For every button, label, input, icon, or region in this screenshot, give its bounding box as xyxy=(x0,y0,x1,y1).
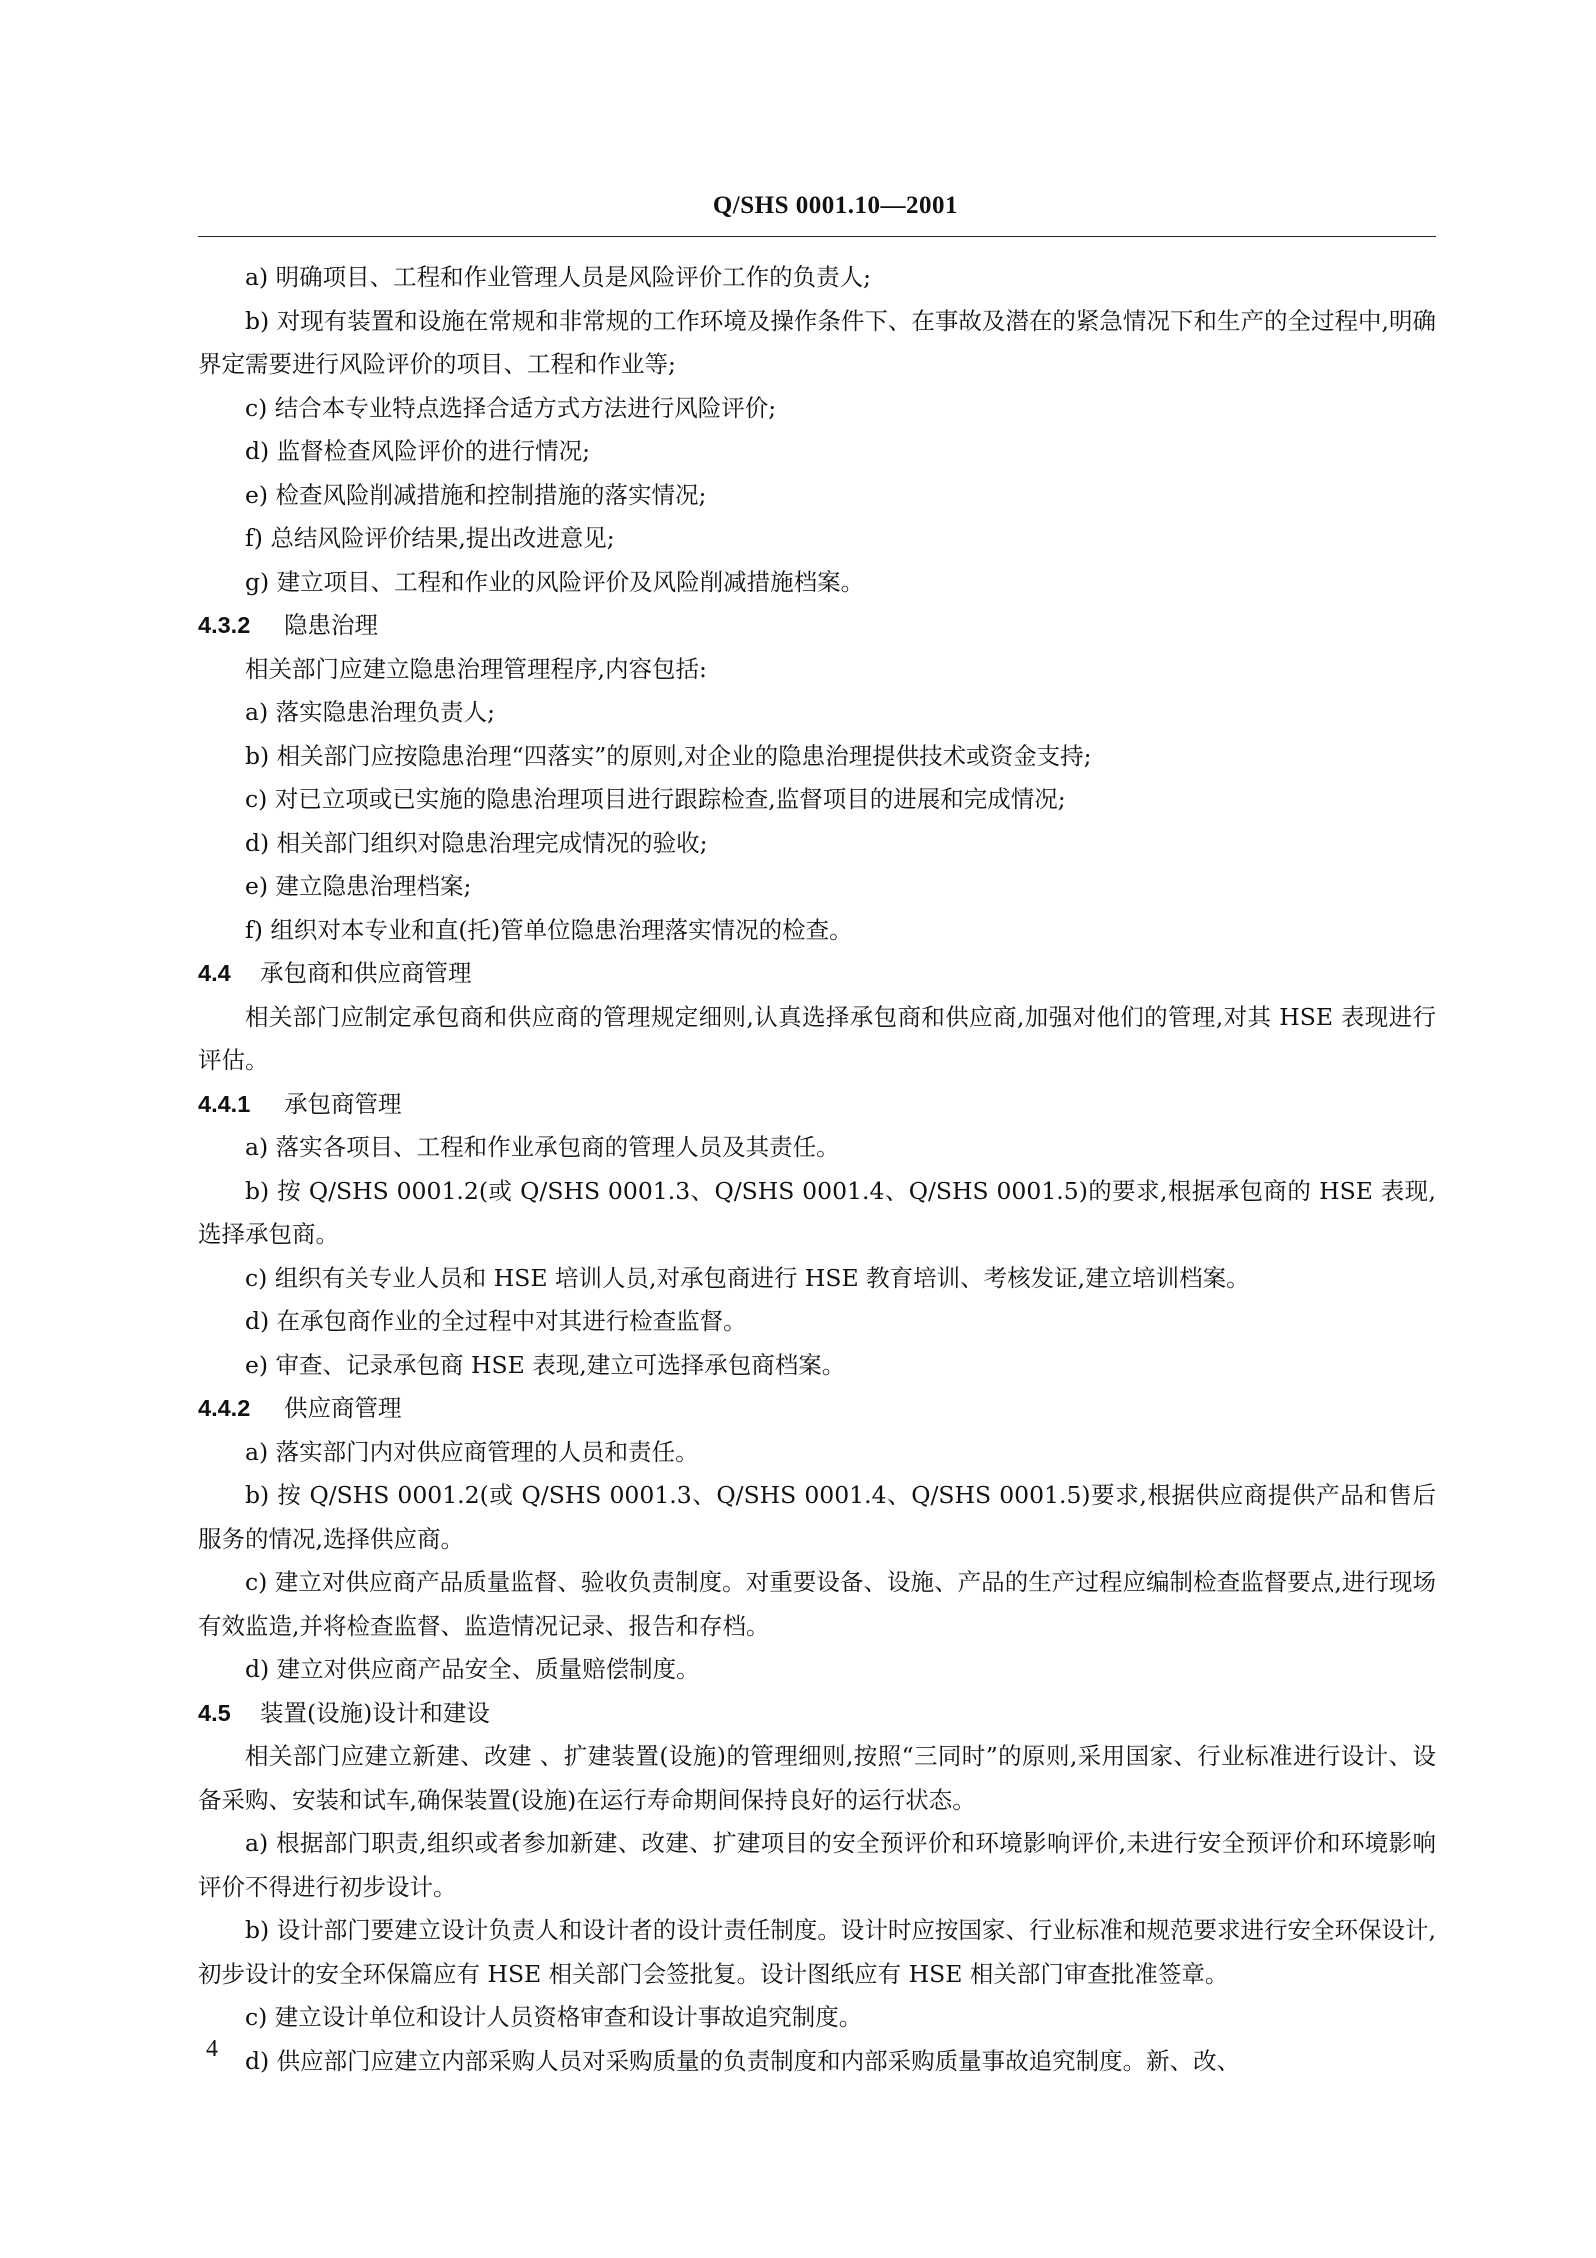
section-heading xyxy=(198,1692,1436,1736)
paragraph: 相关部门应建立新建、改建 、扩建装置(设施)的管理细则,按照“三同时”的原则,采用国家、行业标准进行设计、设备采购、安装和试车,确保装置(设施)在运行寿命期间保持良好的运行状态。 xyxy=(198,1742,1436,1814)
paragraph: b) 相关部门应按隐患治理“四落实”的原则,对企业的隐患治理提供技术或资金支持; xyxy=(245,741,1092,770)
paragraph: d) 监督检查风险评价的进行情况; xyxy=(245,437,591,465)
paragraph: a) 落实各项目、工程和作业承包商的管理人员及其责任。 xyxy=(245,1133,840,1161)
paragraph: a) 落实部门内对供应商管理的人员和责任。 xyxy=(245,1437,699,1466)
paragraph: b) 按 Q/SHS 0001.2(或 Q/SHS 0001.3、Q/SHS 0001.4、Q/SHS 0001.5)的要求,根据承包商的 HSE 表现,选择承包商。 xyxy=(198,1176,1436,1248)
section-heading xyxy=(198,604,1436,648)
section-title: 承包商管理 xyxy=(284,1089,402,1118)
paragraph: b) 对现有装置和设施在常规和非常规的工作环境及操作条件下、在事故及潜在的紧急情况下和生产的全过程中,明确界定需要进行风险评价的项目、工程和作业等; xyxy=(198,306,1436,378)
paragraph: b) 设计部门要建立设计负责人和设计者的设计责任制度。设计时应按国家、行业标准和规范要求进行安全环保设计,初步设计的安全环保篇应有 HSE 相关部门会签批复。设计图纸应有 HSE 相关部门审查批准签章。 xyxy=(198,1916,1436,1988)
paragraph: c) 建立对供应商产品质量监督、验收负责制度。对重要设备、设施、产品的生产过程应编制检查监督要点,进行现场有效监造,并将检查监督、监造情况记录、报告和存档。 xyxy=(198,1568,1436,1640)
paragraph: 相关部门应建立隐患治理管理程序,内容包括: xyxy=(245,654,707,683)
page-header xyxy=(0,192,1436,220)
paragraph: c) 结合本专业特点选择合适方式方法进行风险评价; xyxy=(245,393,777,422)
paragraph: c) 建立设计单位和设计人员资格审查和设计事故追究制度。 xyxy=(245,2003,863,2031)
section-title: 供应商管理 xyxy=(284,1394,402,1422)
paragraph: f) 总结风险评价结果,提出改进意见; xyxy=(245,524,615,552)
section-number: 4.5 xyxy=(198,1699,231,1726)
paragraph: a) 根据部门职责,组织或者参加新建、改建、扩建项目的安全预评价和环境影响评价,未进行安全预评价和环境影响评价不得进行初步设计。 xyxy=(198,1829,1436,1901)
section-title: 承包商和供应商管理 xyxy=(260,959,472,987)
paragraph: f) 组织对本专业和直(托)管单位隐患治理落实情况的检查。 xyxy=(245,915,853,944)
paragraph: e) 审查、记录承包商 HSE 表现,建立可选择承包商档案。 xyxy=(245,1350,846,1379)
paragraph: d) 在承包商作业的全过程中对其进行检查监督。 xyxy=(245,1307,747,1335)
paragraph: 相关部门应制定承包商和供应商的管理规定细则,认真选择承包商和供应商,加强对他们的管理,对其 HSE 表现进行评估。 xyxy=(198,1002,1436,1074)
page-number: 4 xyxy=(206,2036,218,2062)
paragraph: e) 检查风险削减措施和控制措施的落实情况; xyxy=(245,480,707,509)
standard-code: Q/SHS 0001.10—2001 xyxy=(712,192,958,219)
section-number: 4.4 xyxy=(198,960,231,986)
paragraph: g) 建立项目、工程和作业的风险评价及风险削减措施档案。 xyxy=(245,567,865,596)
paragraph: e) 建立隐患治理档案; xyxy=(245,872,472,900)
section-title: 装置(设施)设计和建设 xyxy=(260,1698,490,1727)
paragraph: d) 相关部门组织对隐患治理完成情况的验收; xyxy=(245,828,708,857)
paragraph: a) 落实隐患治理负责人; xyxy=(245,698,496,726)
paragraph: c) 对已立项或已实施的隐患治理项目进行跟踪检查,监督项目的进展和完成情况; xyxy=(245,785,1066,813)
document-body xyxy=(198,256,1436,2083)
paragraph: a) 明确项目、工程和作业管理人员是风险评价工作的负责人; xyxy=(245,263,872,291)
section-heading xyxy=(198,1387,1436,1431)
section-heading xyxy=(198,1083,1436,1127)
section-number: 4.4.1 xyxy=(198,1090,251,1117)
section-number: 4.3.2 xyxy=(198,612,251,638)
section-heading xyxy=(198,952,1436,996)
paragraph: d) 建立对供应商产品安全、质量赔偿制度。 xyxy=(245,1655,700,1683)
paragraph: c) 组织有关专业人员和 HSE 培训人员,对承包商进行 HSE 教育培训、考核发证,建立培训档案。 xyxy=(245,1263,1250,1292)
header-rule xyxy=(198,236,1436,237)
paragraph: d) 供应部门应建立内部采购人员对采购质量的负责制度和内部采购质量事故追究制度。新、改、 xyxy=(245,2046,1241,2075)
paragraph: b) 按 Q/SHS 0001.2(或 Q/SHS 0001.3、Q/SHS 0001.4、Q/SHS 0001.5)要求,根据供应商提供产品和售后服务的情况,选择供应商。 xyxy=(198,1481,1436,1553)
section-title: 隐患治理 xyxy=(284,611,378,639)
section-number: 4.4.2 xyxy=(198,1395,251,1421)
